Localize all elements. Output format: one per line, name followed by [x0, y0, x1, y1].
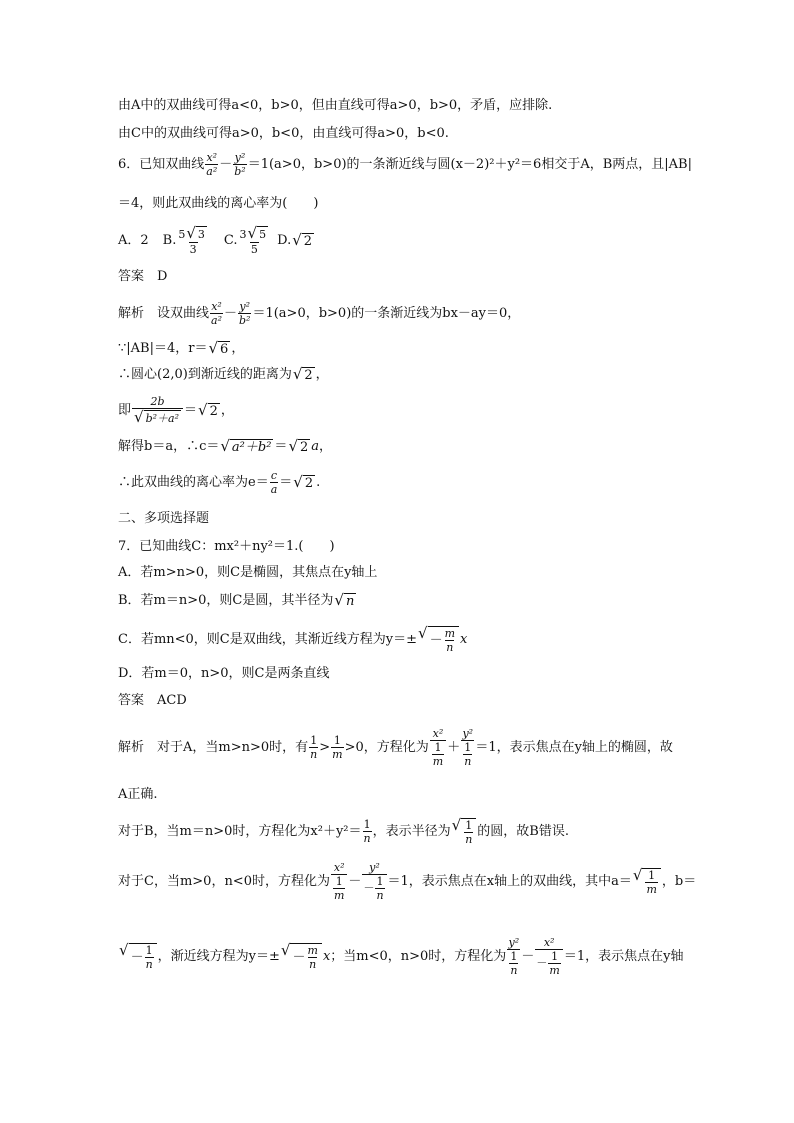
option-b: B. — [162, 233, 177, 248]
text: ∴圆心(2,0)到渐近线的距离为 — [118, 367, 292, 382]
text: A．若m>n>0，则C是椭圆，其焦点在y轴上 — [118, 565, 378, 580]
text-line: 对于B，当m＝n>0时，方程化为x²＋y²＝ $\frac{1}{n}$ ，表示半径为 √ $\frac{1}{n}$ 的圆，故B错误. — [118, 816, 569, 846]
text-line: 对于C，当m>0，n<0时，方程化为 $\frac{\text{x²}}{\frac{1}{m}}$ － y² － $\frac{1}{n}$ ＝1，表示焦点在x轴上的双曲线，其中a＝ √ $\frac{1}{m}$ ，b＝ — [118, 861, 697, 902]
text: 6．已知双曲线 — [118, 157, 205, 172]
answer-6 — [118, 270, 167, 283]
text-line: ∵|AB|＝4，r＝ √ 6 ， — [118, 339, 245, 357]
text: ＝1，表示焦点在y轴上的椭圆，故 — [475, 740, 673, 755]
answer-7 — [118, 694, 187, 707]
text-line: ∴此双曲线的离心率为e＝ $\frac{c}{a}$ ＝ √ 2 . — [118, 469, 321, 496]
text-line — [118, 788, 158, 801]
question-6-options: A．2 B. 5 √ 3 3 C. 3 √ 5 5 D. √ 2 — [118, 224, 313, 256]
solution-7: 解析 对于A，当m>n>0时，有 $\frac{1}{n}$ > $\frac{1}{m}$ >0，方程化为 $\frac{\text{x²}}{\frac{1}{m}}$ ＋ $\frac{\text{y²}}{\frac{1}{n}}$ ＝1，表示焦点在y轴上的椭圆，故 — [118, 727, 673, 768]
option-c: C. — [223, 233, 238, 248]
question-7 — [118, 540, 335, 553]
option-b: B．若m＝n>0，则C是圆，其半径为 √ n — [118, 591, 355, 609]
text: ＝1(a>0，b>0)的一条渐近线为bx－ay＝0， — [252, 306, 521, 321]
text: ，表示半径为 — [372, 824, 451, 839]
text: >0，方程化为 — [344, 740, 429, 755]
text: C．若mn<0，则C是双曲线，其渐近线方程为y＝± — [118, 632, 417, 647]
text: 解析 设双曲线 — [118, 306, 210, 321]
text-line — [118, 197, 318, 210]
text: 即 — [118, 403, 132, 418]
text-line: ∴圆心(2,0)到渐近线的距离为 √ 2 ， — [118, 365, 329, 383]
text: 7．已知曲线C：mx²＋ny²＝1.( ) — [118, 539, 335, 554]
text: D．若m＝0，n>0，则C是两条直线 — [118, 666, 330, 681]
text: ∴此双曲线的离心率为e＝ — [118, 475, 269, 490]
option-d — [118, 667, 330, 680]
text: ，b＝ — [661, 874, 697, 889]
text: 答案 ACD — [118, 693, 187, 708]
text: ＝1，表示焦点在y轴 — [563, 949, 684, 964]
text: ＝1(a>0，b>0)的一条渐近线与圆(x－2)²＋y²＝6相交于A，B两点，且|AB| — [247, 157, 692, 172]
text: 解得b＝a，∴c＝ — [118, 439, 220, 454]
fraction: $\frac{\text{x²}}{\text{a²}}$ — [206, 151, 218, 178]
text: 解析 对于A，当m>n>0时，有 — [118, 740, 309, 755]
text: A正确. — [118, 787, 158, 802]
text: 对于B，当m＝n>0时，方程化为x²＋y²＝ — [118, 824, 362, 839]
fraction: 5 √ 3 3 — [178, 224, 205, 256]
fraction: 3 √ 5 5 — [239, 224, 267, 256]
text: ；当m<0，n>0时，方程化为 — [330, 949, 507, 964]
text: ∵|AB|＝4，r＝ — [118, 341, 208, 356]
text-line: 即 2b √ b²＋a² ＝ √ 2 ， — [118, 395, 234, 426]
text: 由A中的双曲线可得a<0，b>0，但由直线可得a>0，b>0，矛盾，应排除. — [118, 98, 553, 113]
text-line: √ － $\frac{1}{n}$ ，渐近线方程为y＝± √ － $\frac{m}{n}$ x ；当m<0，n>0时，方程化为 $\frac{\text{y²}}{\frac{1}{n}}$ － x² － $\frac{1}{m}$ ＝1，表示焦点在y轴 — [119, 936, 684, 977]
text: ＝4，则此双曲线的离心率为( ) — [118, 196, 319, 211]
text-line: 解得b＝a，∴c＝ √ a²＋b² ＝ √ 2 a ， — [118, 437, 333, 455]
option-a: A．2 — [118, 233, 149, 248]
option-c: C．若mn<0，则C是双曲线，其渐近线方程为y＝± √ － $\frac{m}{n}$ x — [118, 624, 468, 654]
text: 的圆，故B错误. — [477, 824, 569, 839]
section-heading — [118, 512, 209, 525]
text: B．若m＝n>0，则C是圆，其半径为 — [118, 593, 334, 608]
text: 二、多项选择题 — [118, 511, 210, 526]
solution-6: 解析 设双曲线 $\frac{\text{x²}}{\text{a²}}$ － $\frac{\text{y²}}{\text{b²}}$ ＝1(a>0，b>0)的一条渐近线为bx－ay＝0， — [118, 300, 521, 327]
fraction: $\frac{\text{y²}}{\text{b²}}$ — [234, 151, 246, 178]
option-d: D. — [277, 233, 292, 248]
text-line — [118, 99, 552, 112]
question-6: 6．已知双曲线 $\frac{\text{x²}}{\text{a²}}$ － $\frac{\text{y²}}{\text{b²}}$ ＝1(a>0，b>0)的一条渐近线与圆(x－2)²＋y²＝6相交于A，B两点，且|AB| — [118, 151, 692, 178]
text: 对于C，当m>0，n<0时，方程化为 — [118, 874, 330, 889]
text-line — [118, 127, 449, 140]
option-a — [118, 566, 377, 579]
text: 由C中的双曲线可得a>0，b<0，由直线可得a>0，b<0. — [118, 126, 449, 141]
text: ＝1，表示焦点在x轴上的双曲线，其中a＝ — [387, 874, 632, 889]
text: ，渐近线方程为y＝± — [157, 949, 280, 964]
text: 答案 D — [118, 269, 168, 284]
